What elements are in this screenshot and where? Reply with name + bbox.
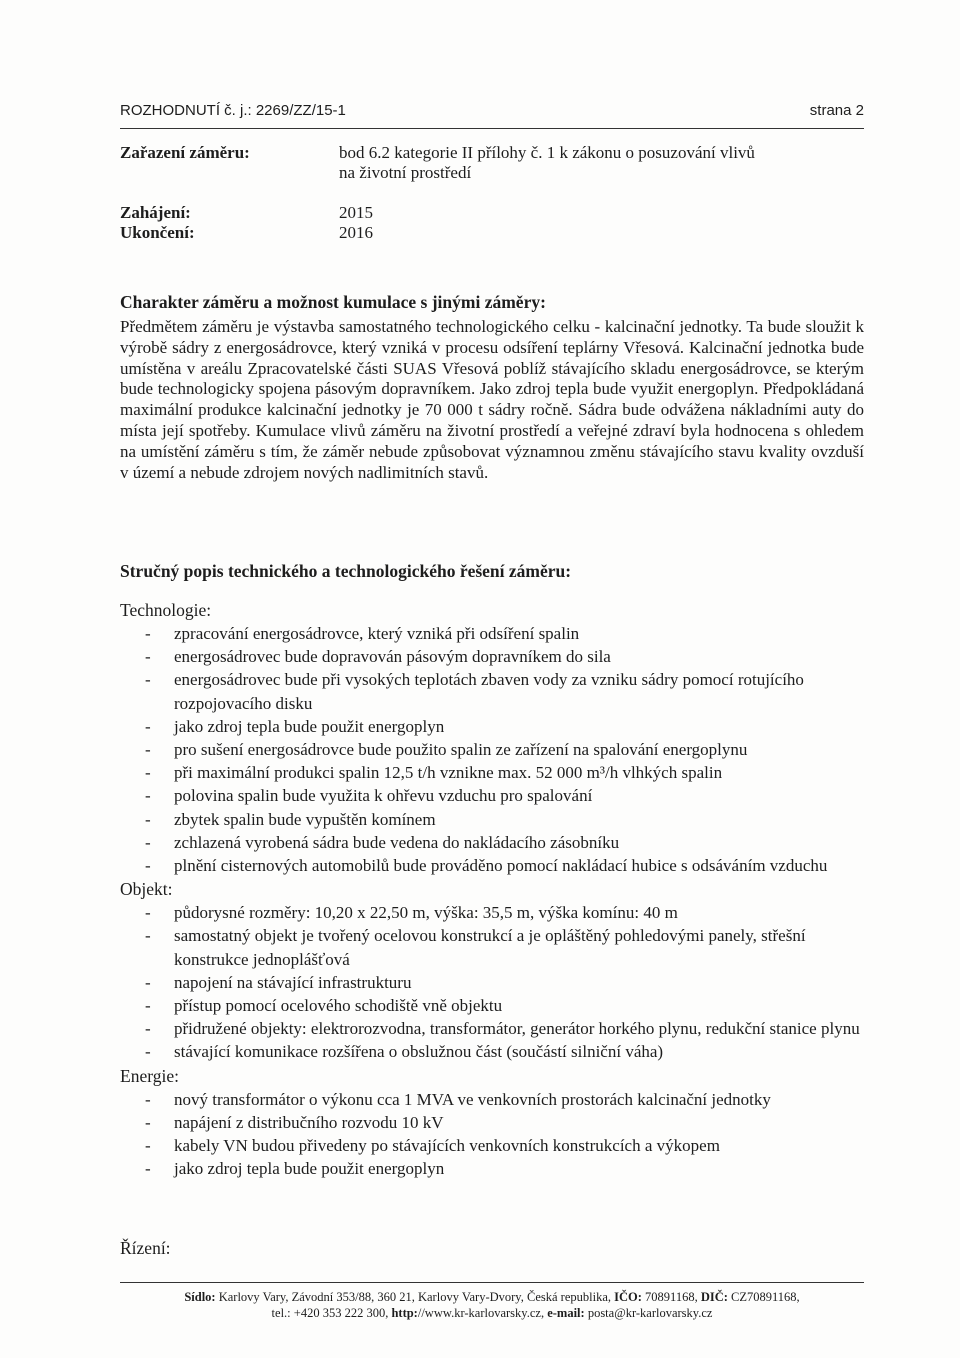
meta-value xyxy=(339,143,864,183)
meta-label: Zahájení: xyxy=(120,203,191,222)
energie-list xyxy=(120,1088,864,1181)
footer-label: e-mail: xyxy=(547,1306,585,1320)
meta-value: 2016 xyxy=(339,223,373,242)
list-item: - energosádrovec bude dopravován pásovým dopravníkem do sila xyxy=(120,645,864,668)
list-item: - pro sušení energosádrovce bude použito spalin ze zařízení na spalování energoplynu xyxy=(120,738,864,761)
charakter-paragraph: Předmětem záměru je výstavba samostatného technologického celku - kalcinační jednotky. Ta bude sloužit k výrobě sádry z energosádrovce, který vzniká v procesu odsíření teplárny Vřesová. Kalcinační jednotka bude umístěna v areálu Zpracovatelské části SUAS Vřesová poblíž stávajícího skladu energosádrovce, se kterým bude technologicky spojena pásovým dopravníkem. Jako zdroj tepla bude využit energoplyn. Předpokládaná maximální produkce kalcinační jednotky je 70 000 t sádry ročně. Sádra bude odvážena nákladními auty do místa její spotřeby. Kumulace vlivů záměru na životní prostředí a veřejné zdraví byla hodnocena s ohledem na umístění záměru s tím, že záměr nebude způsobovat významnou změnu stávajícího stavu kvality ovzduší v území a nebude zdrojem nových nadlimitních stavů. xyxy=(120,317,864,482)
footer-address: Karlovy Vary, Závodní 353/88, 360 21, Karlovy Vary-Dvory, Česká republika, xyxy=(218,1290,611,1304)
footer-line-1 xyxy=(120,1289,864,1305)
charakter-section xyxy=(120,292,864,483)
meta-row-zarazeni xyxy=(120,143,864,183)
section-heading: Charakter záměru a možnost kumulace s jinými záměry: xyxy=(120,292,546,312)
group-label-technologie: Technologie: xyxy=(120,600,212,620)
footer-divider xyxy=(120,1282,864,1283)
meta-value-line: bod 6.2 kategorie II přílohy č. 1 k zákonu o posuzování vlivů xyxy=(339,143,755,162)
footer-email: posta@kr-karlovarsky.cz xyxy=(587,1306,713,1320)
list-item: - půdorysné rozměry: 10,20 x 22,50 m, výška: 35,5 m, výška komínu: 40 m xyxy=(120,901,864,924)
list-item: - kabely VN budou přivedeny po stávajících venkovních konstrukcích a výkopem xyxy=(120,1134,864,1157)
list-item: - stávající komunikace rozšířena o obslužnou část (součástí silniční váha) xyxy=(120,1040,864,1063)
list-item: - zpracování energosádrovce, který vzniká při odsíření spalin xyxy=(120,622,864,645)
footer-line-2 xyxy=(120,1305,864,1321)
footer-label: DIČ: xyxy=(700,1290,728,1304)
list-item: - samostatný objekt je tvořený ocelovou konstrukcí a je opláštěný pohledovými panely, střešní konstrukce jednoplášťová xyxy=(120,924,864,970)
list-item: - energosádrovec bude při vysokých teplotách zbaven vody za vzniku sádry pomocí rotujícího rozpojovacího disku xyxy=(120,668,864,714)
meta-row-ukonceni xyxy=(120,223,864,243)
list-item: - jako zdroj tepla bude použit energoplyn xyxy=(120,1157,864,1180)
meta-row-zahajeni xyxy=(120,203,864,223)
group-label-energie: Energie: xyxy=(120,1065,179,1086)
list-item: - plnění cisternových automobilů bude prováděno pomocí nakládací hubice s odsáváním vzduchu xyxy=(120,854,864,877)
list-item: - polovina spalin bude využita k ohřevu vzduchu pro spalování xyxy=(120,784,864,807)
meta-label: Ukončení: xyxy=(120,223,195,242)
technologie-list xyxy=(120,622,864,877)
project-meta xyxy=(120,143,864,243)
footer-phone: tel.: +420 353 222 300, xyxy=(271,1306,389,1320)
meta-value-line: na životní prostředí xyxy=(339,163,472,182)
footer-website: //www.kr-karlovarsky.cz, xyxy=(417,1306,545,1320)
section-heading: Stručný popis technického a technologického řešení záměru: xyxy=(120,561,572,581)
footer-ico: 70891168, xyxy=(645,1290,698,1304)
page-footer xyxy=(120,1289,864,1321)
header-divider xyxy=(120,128,864,129)
list-item: - napojení na stávající infrastrukturu xyxy=(120,971,864,994)
list-item: - napájení z distribučního rozvodu 10 kV xyxy=(120,1111,864,1134)
strucny-section xyxy=(120,561,864,582)
footer-label: Sídlo: xyxy=(184,1290,216,1304)
page-number: strana 2 xyxy=(809,102,864,119)
list-item: - zchlazená vyrobená sádra bude vedena do nakládacího zásobníku xyxy=(120,831,864,854)
footer-label: http: xyxy=(391,1306,418,1320)
rizeni-label: Řízení: xyxy=(120,1238,171,1258)
group-label-objekt: Objekt: xyxy=(120,879,173,900)
footer-dic: CZ70891168, xyxy=(731,1290,800,1304)
list-item: - jako zdroj tepla bude použit energoplyn xyxy=(120,715,864,738)
objekt-list xyxy=(120,901,864,1063)
list-item: - zbytek spalin bude vypuštěn komínem xyxy=(120,808,864,831)
list-item: - nový transformátor o výkonu cca 1 MVA ve venkovních prostorách kalcinační jednotky xyxy=(120,1088,864,1111)
list-item: - při maximální produkci spalin 12,5 t/h vznikne max. 52 000 m³/h vlhkých spalin xyxy=(120,761,864,784)
list-item: - přístup pomocí ocelového schodiště vně objektu xyxy=(120,994,864,1017)
list-item: - přidružené objekty: elektrorozvodna, transformátor, generátor horkého plynu, redukční stanice plynu xyxy=(120,1017,864,1040)
meta-label: Zařazení záměru: xyxy=(120,143,250,162)
technical-description xyxy=(120,598,864,1180)
decision-reference: ROZHODNUTÍ č. j.: 2269/ZZ/15-1 xyxy=(120,102,346,119)
footer-label: IČO: xyxy=(614,1290,642,1304)
meta-value: 2015 xyxy=(339,203,373,222)
page-header xyxy=(120,102,864,119)
